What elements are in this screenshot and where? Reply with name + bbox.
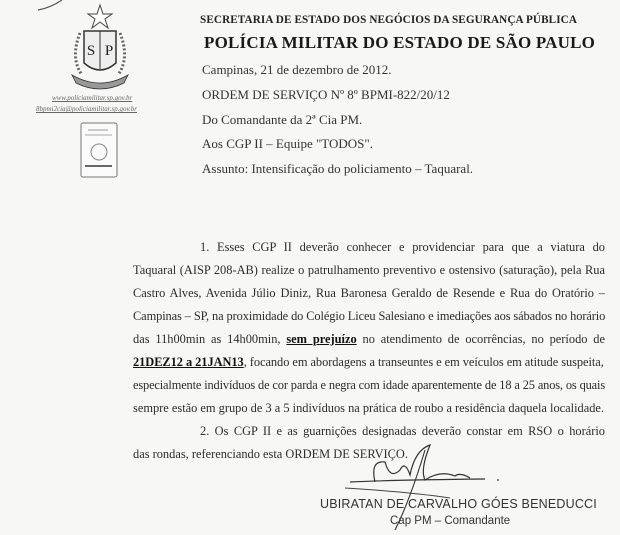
paragraph-1-line: Taquaral (AISP 208-AB) realize o patrulhamento preventivo e ostensivo (saturação), pela Rua [133, 263, 605, 277]
place-date: Campinas, 21 de dezembro de 2012. [202, 62, 392, 77]
svg-text:P: P [104, 43, 114, 59]
coat-of-arms-logo [60, 3, 140, 93]
svg-text:S: S [86, 43, 96, 59]
paragraph-1-line: 1. Esses CGP II deverão conhecer e providenciar para que a viatura do [200, 240, 605, 254]
paragraph-1-line [133, 354, 605, 370]
secretariat-heading: SECRETARIA DE ESTADO DOS NEGÓCIOS DA SEGURANÇA PÚBLICA [200, 14, 578, 26]
paragraph-1-line: sempre estão em grupo de 3 a 5 indivíduos na prática de roubo a residência daquela localidade. [133, 401, 605, 415]
text: , focando em abordagens a transeuntes e em veículos em atitude suspeita, [243, 355, 604, 369]
from-line: Do Comandante da 2ª Cia PM. [202, 112, 363, 127]
subject-line: Assunto: Intensificação do policiamento – Taquaral. [202, 161, 474, 176]
paragraph-1-line [133, 331, 605, 347]
text: no atendimento de ocorrências, no período de [362, 332, 605, 346]
email-url[interactable]: 8bpmi2cia@policiamilitar.sp.gov.br [36, 105, 138, 113]
paragraph-1-line: Campinas – SP, na proximidade do Colégio Liceu Salesiano e imediações aos sábados no horário [133, 309, 606, 323]
paragraph-2-line: das rondas, referenciando esta ORDEM DE SERVIÇO. [133, 447, 408, 461]
signatory-name: UBIRATAN DE CARVALHO GÓES BENEDUCCI [320, 497, 597, 511]
paragraph-2-line: 2. Os CGP II e as guarnições designadas deverão constar em RSO o horário [200, 424, 605, 438]
paragraph-1-line: especialmente indivíduos de cor parda e negra com idade aparentemente de 18 a 25 anos, os quais [133, 378, 605, 392]
emphasis-text: sem prejuízo [286, 332, 357, 346]
paragraph-1-line: Castro Alves, Avenida Júlio Diniz, Rua Baronesa Geraldo de Resende e Rua do Oratório – [133, 286, 605, 300]
period-text: 21DEZ12 a 21JAN13 [133, 355, 244, 369]
website-url[interactable]: www.policiamilitar.sp.gov.br [52, 94, 133, 102]
institution-heading: POLÍCIA MILITAR DO ESTADO DE SÃO PAULO [204, 33, 596, 52]
signatory-role: Cap PM – Comandante [390, 515, 511, 527]
text: das 11h00min as 14h00min, [133, 332, 281, 346]
stamp-icon [80, 122, 118, 178]
order-number: ORDEM DE SERVIÇO Nº 8º BPMI-822/20/12 [202, 87, 450, 102]
to-line: Aos CGP II – Equipe "TODOS". [202, 136, 373, 151]
